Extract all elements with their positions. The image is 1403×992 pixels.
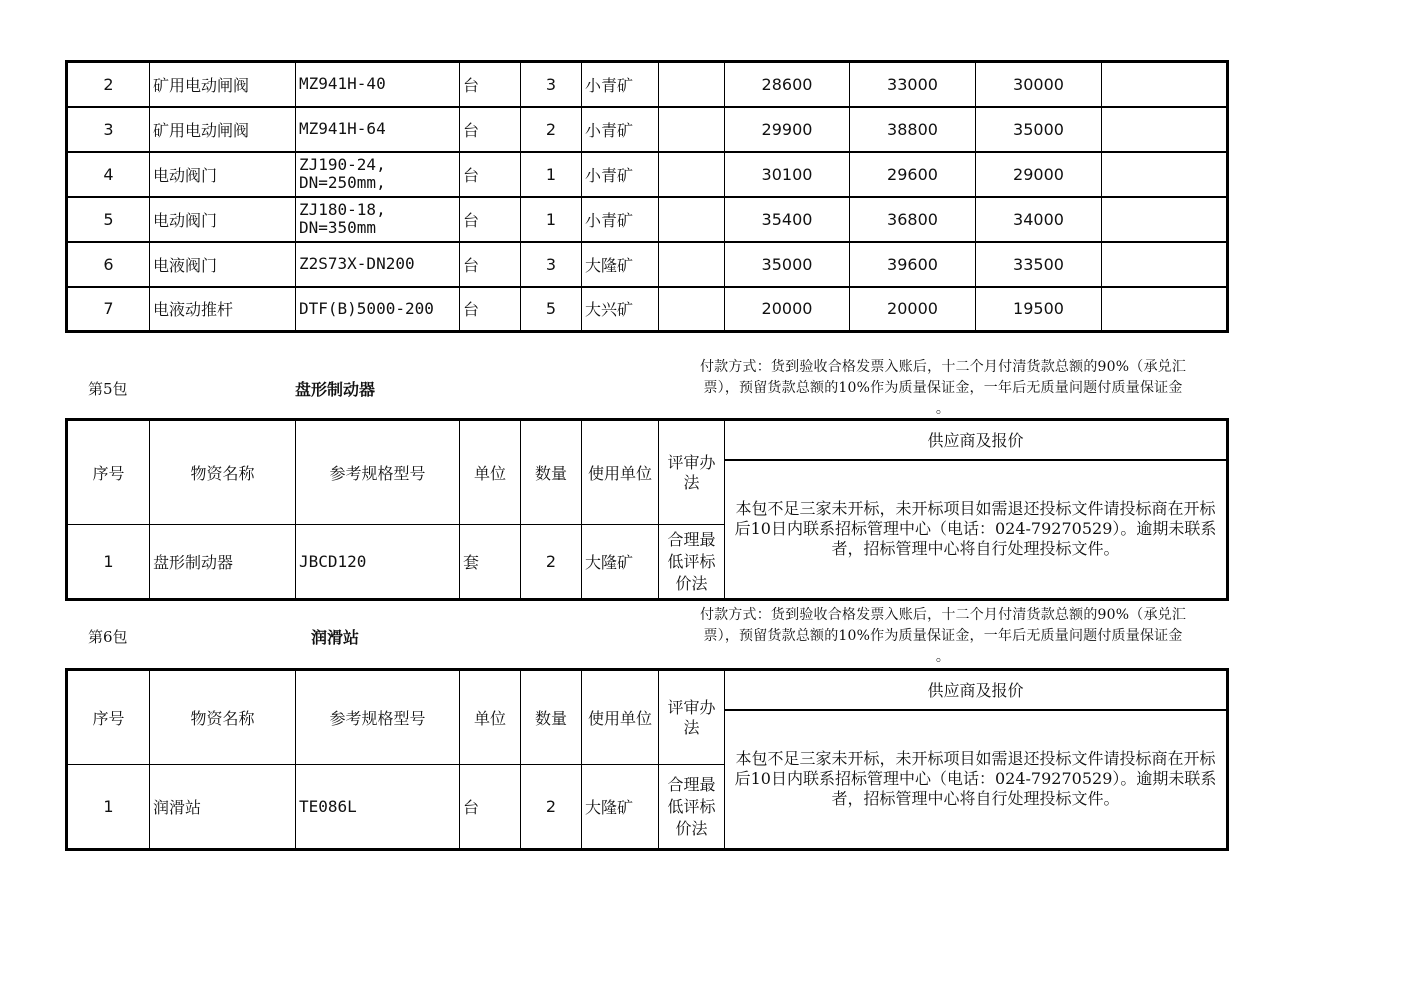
row-quote-2: 29600	[850, 152, 976, 197]
row-quote-2: 20000	[850, 287, 976, 332]
header-no: 序号	[67, 420, 150, 525]
row-extra	[1102, 152, 1228, 197]
row-quote-3: 33500	[976, 242, 1102, 287]
row-user: 大兴矿	[582, 287, 659, 332]
row-no: 6	[67, 242, 150, 287]
row-quote-1: 35400	[725, 197, 850, 242]
package-6-notice: 本包不足三家未开标，未开标项目如需退还投标文件请投标商在开标后10日内联系招标管理中心（电话：024-79270529）。逾期未联系者，招标管理中心将自行处理投标文件。	[725, 710, 1228, 850]
row-user: 小青矿	[582, 197, 659, 242]
row-quote-3: 29000	[976, 152, 1102, 197]
package-6-table	[65, 668, 1229, 851]
header-supplier: 供应商及报价	[725, 670, 1228, 710]
row-quote-2: 33000	[850, 62, 976, 107]
row-name: 盘形制动器	[150, 525, 296, 600]
package-6-label: 第6包	[88, 628, 128, 646]
row-extra	[1102, 287, 1228, 332]
row-user: 大隆矿	[582, 765, 659, 850]
table-row	[67, 197, 1228, 242]
row-no: 7	[67, 287, 150, 332]
header-qty: 数量	[521, 420, 582, 525]
header-no: 序号	[67, 670, 150, 765]
row-unit: 台	[460, 765, 521, 850]
row-unit: 台	[460, 62, 521, 107]
row-spec: DTF(B)5000-200	[296, 287, 460, 332]
package-5-title: 盘形制动器	[294, 380, 375, 399]
row-user: 大隆矿	[582, 242, 659, 287]
row-name: 矿用电动闸阀	[150, 107, 296, 152]
row-spec: Z2S73X-DN200	[296, 242, 460, 287]
row-qty: 2	[521, 107, 582, 152]
table-row	[67, 107, 1228, 152]
header-unit: 单位	[460, 670, 521, 765]
row-method	[659, 287, 725, 332]
row-extra	[1102, 107, 1228, 152]
row-quote-3: 19500	[976, 287, 1102, 332]
header-user: 使用单位	[582, 420, 659, 525]
row-spec: MZ941H-40	[296, 62, 460, 107]
row-quote-2: 38800	[850, 107, 976, 152]
row-unit: 台	[460, 197, 521, 242]
row-extra	[1102, 197, 1228, 242]
row-unit: 台	[460, 287, 521, 332]
row-no: 3	[67, 107, 150, 152]
row-unit: 台	[460, 242, 521, 287]
package-5-notice: 本包不足三家未开标，未开标项目如需退还投标文件请投标商在开标后10日内联系招标管理中心（电话：024-79270529）。逾期未联系者，招标管理中心将自行处理投标文件。	[725, 460, 1228, 600]
row-method	[659, 242, 725, 287]
header-method: 评审办法	[659, 670, 725, 765]
row-method	[659, 152, 725, 197]
package-5-table	[65, 418, 1229, 601]
row-no: 4	[67, 152, 150, 197]
row-unit: 套	[460, 525, 521, 600]
row-spec: MZ941H-64	[296, 107, 460, 152]
row-spec	[296, 152, 460, 197]
row-no: 2	[67, 62, 150, 107]
row-method: 合理最低评标价法	[659, 525, 725, 600]
row-method	[659, 107, 725, 152]
row-no: 5	[67, 197, 150, 242]
table-row	[67, 287, 1228, 332]
package-6-title: 润滑站	[310, 628, 359, 647]
header-spec: 参考规格型号	[296, 670, 460, 765]
row-method	[659, 62, 725, 107]
header-supplier: 供应商及报价	[725, 420, 1228, 460]
package-5-label: 第5包	[88, 380, 128, 398]
row-quote-2: 39600	[850, 242, 976, 287]
row-qty: 5	[521, 287, 582, 332]
row-method: 合理最低评标价法	[659, 765, 725, 850]
row-name: 电液阀门	[150, 242, 296, 287]
row-quote-1: 20000	[725, 287, 850, 332]
row-extra	[1102, 62, 1228, 107]
row-quote-3: 34000	[976, 197, 1102, 242]
row-name: 润滑站	[150, 765, 296, 850]
header-unit: 单位	[460, 420, 521, 525]
row-qty: 3	[521, 242, 582, 287]
row-qty: 1	[521, 152, 582, 197]
row-quote-3: 35000	[976, 107, 1102, 152]
row-no: 1	[67, 765, 150, 850]
row-user: 小青矿	[582, 107, 659, 152]
row-spec: TE086L	[296, 765, 460, 850]
row-name: 电动阀门	[150, 197, 296, 242]
header-name: 物资名称	[150, 670, 296, 765]
row-spec-line-1: ZJ180-18,	[299, 200, 386, 219]
row-user: 小青矿	[582, 62, 659, 107]
row-qty: 3	[521, 62, 582, 107]
row-qty: 2	[521, 525, 582, 600]
table-row	[67, 152, 1228, 197]
table-row	[67, 62, 1228, 107]
row-method	[659, 197, 725, 242]
package-5-payment-terms: 付款方式：货到验收合格发票入账后，十二个月付清货款总额的90%（承兑汇 票），预留货款总额的10%作为质量保证金，一年后无质量问题付质量保证金 。	[699, 359, 1187, 417]
row-quote-1: 29900	[725, 107, 850, 152]
row-spec	[296, 197, 460, 242]
row-qty: 1	[521, 197, 582, 242]
header-spec: 参考规格型号	[296, 420, 460, 525]
row-quote-1: 28600	[725, 62, 850, 107]
row-quote-1: 35000	[725, 242, 850, 287]
header-qty: 数量	[521, 670, 582, 765]
row-qty: 2	[521, 765, 582, 850]
header-name: 物资名称	[150, 420, 296, 525]
row-name: 电动阀门	[150, 152, 296, 197]
row-extra	[1102, 242, 1228, 287]
row-name: 电液动推杆	[150, 287, 296, 332]
row-user: 大隆矿	[582, 525, 659, 600]
row-quote-3: 30000	[976, 62, 1102, 107]
row-spec-line-1: ZJ190-24,	[299, 155, 386, 174]
row-quote-1: 30100	[725, 152, 850, 197]
row-spec-line-2: DN=350mm	[299, 218, 377, 237]
row-no: 1	[67, 525, 150, 600]
row-unit: 台	[460, 152, 521, 197]
package-4-items-table	[65, 60, 1229, 333]
row-quote-2: 36800	[850, 197, 976, 242]
row-user: 小青矿	[582, 152, 659, 197]
table-row	[67, 242, 1228, 287]
header-user: 使用单位	[582, 670, 659, 765]
package-6-payment-terms: 付款方式：货到验收合格发票入账后，十二个月付清货款总额的90%（承兑汇 票），预留货款总额的10%作为质量保证金，一年后无质量问题付质量保证金 。	[699, 607, 1187, 665]
header-method: 评审办法	[659, 420, 725, 525]
row-name: 矿用电动闸阀	[150, 62, 296, 107]
row-unit: 台	[460, 107, 521, 152]
row-spec: JBCD120	[296, 525, 460, 600]
row-spec-line-2: DN=250mm,	[299, 173, 386, 192]
